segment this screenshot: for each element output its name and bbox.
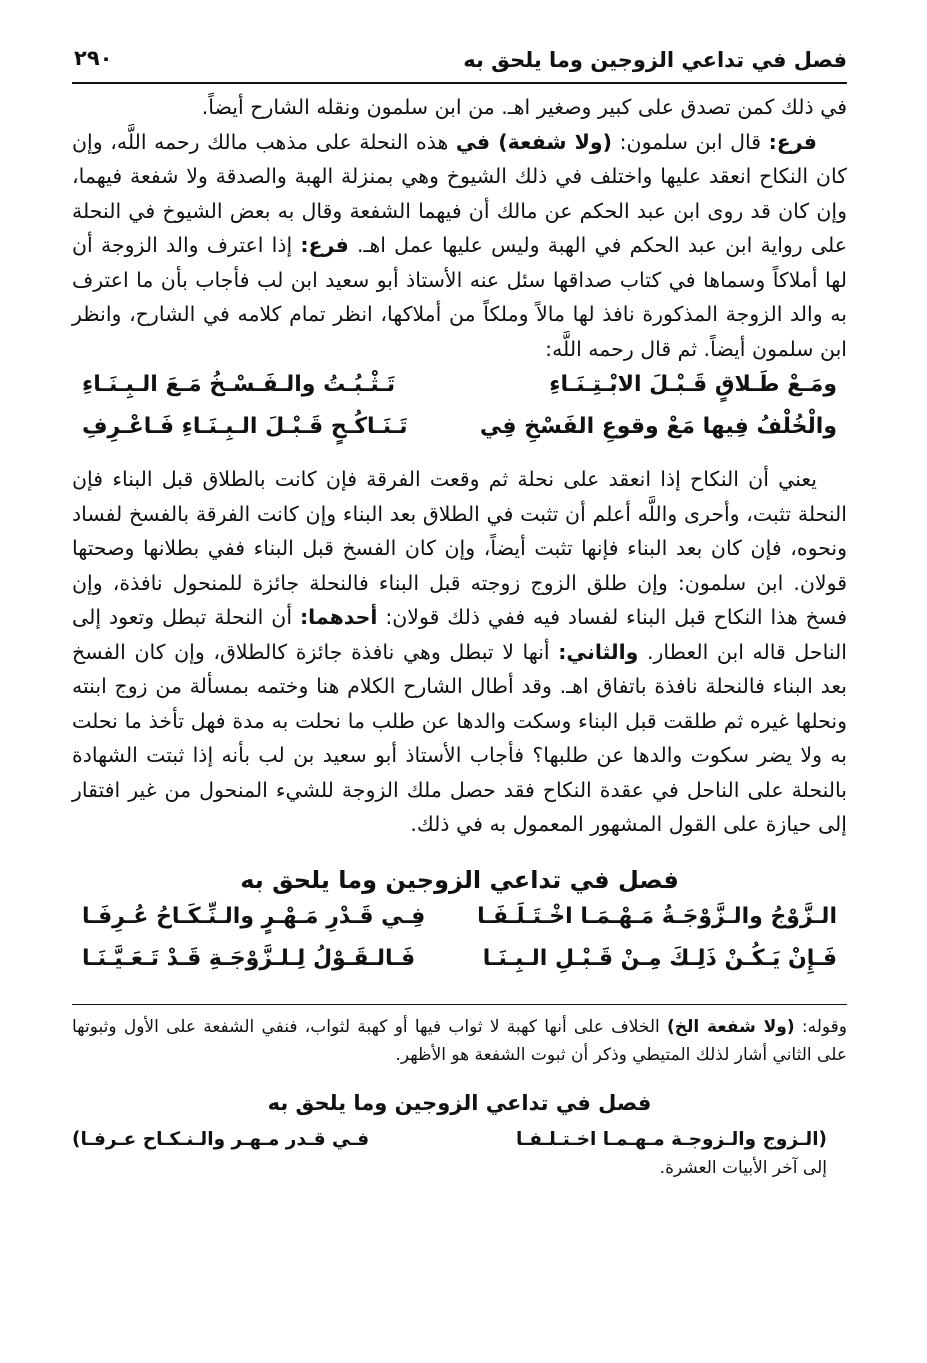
verse-hemistich-left: تَـنَـاكُـحٍ قَـبْـلَ الـبِـنَـاءِ فَـاعْـرِفِ	[82, 414, 408, 439]
verse-line	[72, 372, 847, 414]
quoted-text: (ولا شفعة) في	[455, 129, 613, 154]
heading-label: فرع:	[300, 233, 349, 257]
paragraph	[72, 462, 847, 842]
footnote-paragraph	[72, 1013, 847, 1069]
bold-term: والثاني:	[558, 639, 639, 664]
verse-line	[72, 414, 847, 456]
page	[72, 42, 847, 1178]
footnote-quote: (ولا شفعة الخ)	[667, 1016, 795, 1037]
commentary-text	[72, 462, 847, 842]
verse-hemistich-right: (الـزوج والـزوجـة مـهـمـا اخـتـلـفـا	[515, 1128, 827, 1150]
verse-hemistich-right: الـزَّوْجُ والـزَّوْجَـةُ مَـهْـمَـا اخْـتَـلَـفَـا	[477, 903, 837, 929]
footnote	[72, 1013, 847, 1069]
verse-hemistich-left: فَـالـقَـوْلُ لِـلـزَّوْجَـةِ قَـدْ تَـعَـيَّـنَـا	[82, 945, 416, 971]
bold-term: أحدهما:	[299, 605, 378, 629]
verse-hemistich-left: تَـثْـبُـتُ والـفَـسْـخُ مَـعَ الـبِـنَـاءِ	[82, 372, 396, 397]
paragraph	[72, 90, 847, 125]
footnote-text: الخلاف على أنها كهبة لا ثواب فيها أو كهبة لثواب، فنفي الشفعة على الأول وثبوتها على الثاني أشار لذلك المتيطي وذكر أن ثبوت الشفعة هو الأظهر.	[72, 1016, 847, 1065]
paragraph-text: إذا اعترف والد الزوجة أن لها أملاكاً وسماها في كتاب صداقها سئل عنه الأستاذ أبو سعيد ابن لب فأجاب بأن ما اعترف به والد الزوجة المذكورة نافذ لها مالاً وملكاً من أملاكها، انظر تمام كلامه في الشارح، وانظر ابن سلمون أيضاً. ثم قال رحمه اللَّه:	[72, 233, 847, 361]
paragraph-text: أنها لا تبطل وهي نافذة جائزة كالطلاق، وإن كان الفسخ بعد البناء فالنحلة نافذة باتفاق اهـ. وقد أطال الشارح الكلام هنا وختمه بمسألة من زوج ابنته ونحلها غيره ثم طلقت قبل البناء وسكت والدها عن طلب ما نحلت به مدة فهل تأخذ ما نحلت به ولا يضر سكوت والدها عن طلبها؟ فأجاب الأستاذ أبو سعيد بن لب بأنه إذا ثبتت الشهادة بالنحلة على الناحل في عقدة النكاح فقد حصل ملك الزوجة للشيء المنحول من غير افتقار إلى حيازة على القول المشهور المعمول به في ذلك.	[72, 639, 847, 836]
paragraph-text: في ذلك كمن تصدق على كبير وصغير اهـ. من ابن سلمون ونقله الشارح أيضاً.	[201, 95, 847, 119]
footnote-divider	[72, 1004, 847, 1005]
section-poem-block	[72, 904, 847, 988]
verse-hemistich-left: فـي قـدر مـهـر والـنـكـاح عـرفـا)	[72, 1128, 370, 1150]
paragraph	[72, 125, 847, 367]
paragraph-text: يعني أن النكاح إذا انعقد على نحلة ثم وقعت الفرقة فإن كانت بالطلاق قبل البناء فإن النحلة تثبت، وأحرى واللَّه أعلم أن تثبت في الطلاق بعد البناء وإن كانت الفرقة بالفسخ لفساد ونحوه، فإن كان بعد البناء فإنها تثبت أيضاً، وإن كان الفسخ قبل البناء ففي بطلانها وصحتها قولان. ابن سلمون: وإن طلق الزوج زوجته قبل البناء فالنحلة جائزة للمنحول نافذة، وإن فسخ هذا النكاح قبل البناء لفساد فيه ففي ذلك قولان:	[72, 467, 847, 629]
paragraph-text: قال ابن سلمون:	[612, 129, 769, 154]
verse-hemistich-left: فِـي قَـدْرِ مَـهْـرٍ والـنِّـكَـاحُ عُـرِفَـا	[82, 903, 426, 929]
footnote-text: وقوله:	[794, 1016, 847, 1037]
poem-block	[72, 372, 847, 456]
main-text	[72, 90, 847, 366]
page-number: ٢٩٠	[74, 46, 113, 70]
page-header	[72, 42, 847, 84]
section-title: فصل في تداعي الزوجين وما يلحق به	[240, 865, 679, 894]
verse-hemistich-right: فَـإِنْ يَـكُـنْ ذَلِـكَ مِـنْ قَـبْـلِ الـبِـنَـا	[482, 945, 837, 971]
verse-hemistich-right: والْخُلْفُ فِيها مَعْ وقوعِ الفَسْخِ فِي	[479, 414, 837, 439]
footnote-closing-line: إلى آخر الأبيات العشرة.	[659, 1157, 827, 1178]
paragraph-text: هذه النحلة على مذهب مالك رحمه اللَّه، وإن كان النكاح انعقد عليها واختلف في ذلك الشيوخ وهي بمنزلة الهبة والصدقة ولا شفعة فيهما، وإن كان قد روى ابن عبد الحكم عن مالك أن فيهما الشفعة وقال به بعض الشيوخ في النحلة على رواية ابن عبد الحكم في الهبة وليس عليها عمل اهـ.	[72, 129, 847, 257]
verse-line	[72, 904, 847, 946]
footnote-section-title: فصل في تداعي الزوجين وما يلحق به	[267, 1090, 652, 1115]
verse-line	[72, 946, 847, 988]
footnote-verse-line	[72, 1129, 847, 1150]
heading-label: فرع:	[768, 129, 817, 154]
verse-hemistich-right: ومَـعْ طَـلاقٍ قَـبْـلَ الابْـتِـنَـاءِ	[549, 372, 837, 397]
running-title: فصل في تداعي الزوجين وما يلحق به	[463, 48, 847, 72]
paragraph-text: أن النحلة تبطل وتعود إلى الناحل قاله ابن العطار.	[72, 605, 847, 664]
